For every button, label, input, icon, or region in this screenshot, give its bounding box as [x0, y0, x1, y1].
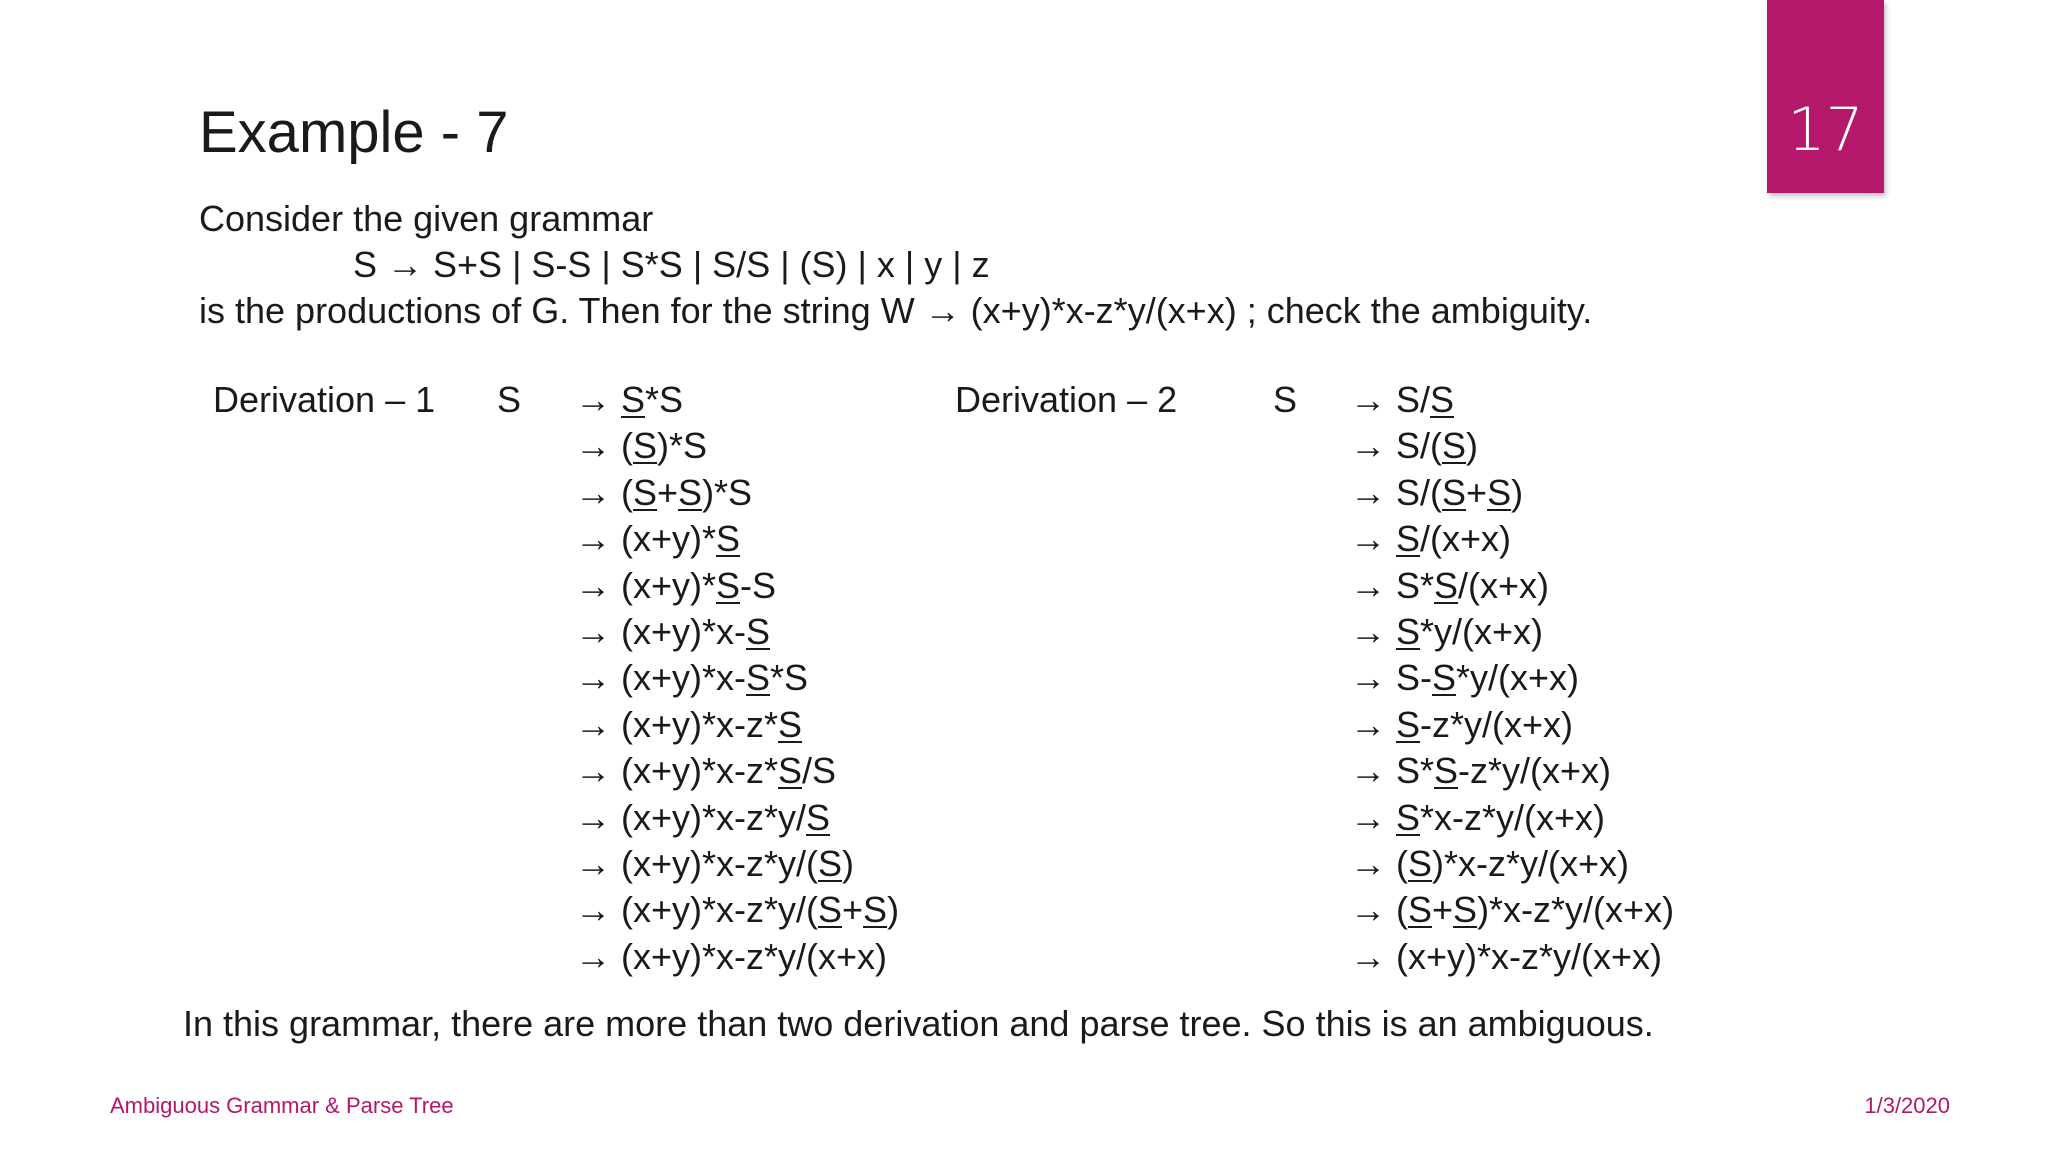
- derivation-step: [1350, 609, 1674, 655]
- derivation-step: [575, 702, 899, 748]
- derivation-step: [1350, 887, 1674, 933]
- replaced-nonterminal: S: [746, 610, 771, 652]
- step-text: → S/(: [1350, 471, 1443, 513]
- derivation-step: [575, 934, 899, 980]
- derivation-step: [1350, 423, 1674, 469]
- step-text: -S: [740, 564, 777, 606]
- step-text: )*S: [702, 471, 753, 513]
- derivation-step: [575, 516, 899, 562]
- step-text: → (x+y)*x-z*: [575, 703, 779, 745]
- step-text: -z*y/(x+x): [1420, 703, 1574, 745]
- step-text: )*S: [657, 425, 708, 467]
- replaced-nonterminal: S: [778, 750, 803, 792]
- step-text: → S*: [1350, 750, 1435, 792]
- derivation-step: [575, 423, 899, 469]
- replaced-nonterminal: S: [1396, 610, 1421, 652]
- derivation-step: [575, 470, 899, 516]
- step-text: /S: [802, 750, 837, 792]
- step-text: →: [1350, 610, 1397, 652]
- step-text: ): [842, 842, 855, 884]
- step-text: *y/(x+x): [1420, 610, 1544, 652]
- replaced-nonterminal: S: [716, 564, 741, 606]
- derivation-step: [1350, 841, 1674, 887]
- replaced-nonterminal: S: [1434, 564, 1459, 606]
- intro-text: Consider the given grammar: [199, 198, 654, 239]
- conclusion-text: In this grammar, there are more than two derivation and parse tree. So this is an ambiguous.: [183, 1003, 1654, 1044]
- replaced-nonterminal: S: [818, 889, 843, 931]
- derivation-step: [1350, 934, 1674, 980]
- step-text: →: [1350, 796, 1397, 838]
- step-text: *S: [645, 379, 684, 420]
- step-text: → (x+y)*x-z*: [575, 750, 779, 792]
- derivation-step: [1350, 377, 1674, 423]
- step-text: → (: [1350, 842, 1408, 884]
- derivation-step: [575, 655, 899, 701]
- replaced-nonterminal: S: [746, 657, 771, 699]
- step-text: → (x+y)*x-z*y/(: [575, 889, 818, 931]
- grammar-productions: S → S+S | S-S | S*S | S/S | (S) | x | y | z: [353, 244, 990, 285]
- step-text: → (x+y)*x-z*y/(x+x): [1350, 935, 1663, 977]
- derivation-1-label: Derivation – 1: [213, 379, 436, 420]
- derivation-step: [1350, 655, 1674, 701]
- step-text: → (x+y)*: [575, 564, 717, 606]
- slide-number-badge: [1767, 0, 1884, 193]
- replaced-nonterminal: S: [633, 425, 658, 467]
- derivation-step: [1350, 702, 1674, 748]
- step-text: → (x+y)*x-: [575, 610, 746, 652]
- replaced-nonterminal: S: [1408, 889, 1433, 931]
- footer-topic: Ambiguous Grammar & Parse Tree: [110, 1093, 454, 1118]
- step-text: -z*y/(x+x): [1458, 750, 1612, 792]
- derivation-step: [1350, 470, 1674, 516]
- derivation-step: [1350, 516, 1674, 562]
- step-text: → (x+y)*x-z*y/(: [575, 842, 818, 884]
- replaced-nonterminal: S: [863, 889, 888, 931]
- replaced-nonterminal: S: [1408, 842, 1433, 884]
- step-text: → S/: [1350, 379, 1431, 420]
- slide-number: 17: [1787, 95, 1864, 165]
- step-text: → (x+y)*x-z*y/(x+x): [575, 935, 888, 977]
- step-text: → (: [575, 425, 633, 467]
- replaced-nonterminal: S: [621, 379, 646, 420]
- replaced-nonterminal: S: [1396, 518, 1421, 560]
- replaced-nonterminal: S: [806, 796, 831, 838]
- step-text: *x-z*y/(x+x): [1420, 796, 1606, 838]
- step-text: ): [887, 889, 900, 931]
- derivation-step: [575, 887, 899, 933]
- derivation-step: [575, 563, 899, 609]
- derivation-1-steps: [575, 377, 899, 980]
- step-text: → S*: [1350, 564, 1435, 606]
- replaced-nonterminal: S: [1442, 471, 1467, 513]
- replaced-nonterminal: S: [716, 518, 741, 560]
- replaced-nonterminal: S: [1396, 703, 1421, 745]
- derivation-2-start-symbol: S: [1273, 379, 1298, 420]
- step-text: +: [657, 471, 679, 513]
- replaced-nonterminal: S: [818, 842, 843, 884]
- replaced-nonterminal: S: [633, 471, 658, 513]
- step-text: +: [1432, 889, 1454, 931]
- derivation-step: [575, 609, 899, 655]
- derivation-step: [1350, 748, 1674, 794]
- step-text: → (: [1350, 889, 1408, 931]
- replaced-nonterminal: S: [1453, 889, 1478, 931]
- step-text: → (x+y)*: [575, 518, 717, 560]
- step-text: →: [1350, 703, 1397, 745]
- replaced-nonterminal: S: [678, 471, 703, 513]
- replaced-nonterminal: S: [1432, 657, 1457, 699]
- step-text: → (: [575, 471, 633, 513]
- step-text: →: [575, 379, 622, 420]
- derivation-step: [575, 795, 899, 841]
- step-text: ): [1466, 425, 1479, 467]
- step-text: → (x+y)*x-z*y/: [575, 796, 807, 838]
- replaced-nonterminal: S: [778, 703, 803, 745]
- replaced-nonterminal: S: [1434, 750, 1459, 792]
- step-text: *y/(x+x): [1456, 657, 1580, 699]
- replaced-nonterminal: S: [1487, 471, 1512, 513]
- replaced-nonterminal: S: [1442, 425, 1467, 467]
- step-text: → (x+y)*x-: [575, 657, 746, 699]
- derivation-2-steps: [1350, 377, 1674, 980]
- problem-statement: is the productions of G. Then for the string W → (x+y)*x-z*y/(x+x) ; check the ambiguity.: [199, 290, 1593, 331]
- derivation-step: [1350, 563, 1674, 609]
- step-text: → S-: [1350, 657, 1433, 699]
- derivation-step: [575, 377, 899, 423]
- step-text: /(x+x): [1458, 564, 1550, 606]
- step-text: →: [1350, 518, 1397, 560]
- derivation-step: [1350, 795, 1674, 841]
- replaced-nonterminal: S: [1430, 379, 1455, 420]
- step-text: )*x-z*y/(x+x): [1432, 842, 1630, 884]
- step-text: )*x-z*y/(x+x): [1477, 889, 1675, 931]
- replaced-nonterminal: S: [1396, 796, 1421, 838]
- step-text: ): [1511, 471, 1524, 513]
- footer-date: 1/3/2020: [1864, 1093, 1950, 1118]
- derivation-1-start-symbol: S: [497, 379, 522, 420]
- step-text: +: [1466, 471, 1488, 513]
- derivation-2-label: Derivation – 2: [955, 379, 1178, 420]
- step-text: *S: [770, 657, 809, 699]
- step-text: +: [842, 889, 864, 931]
- derivation-step: [575, 748, 899, 794]
- step-text: /(x+x): [1420, 518, 1512, 560]
- step-text: → S/(: [1350, 425, 1443, 467]
- slide-title: Example - 7: [199, 100, 509, 165]
- derivation-step: [575, 841, 899, 887]
